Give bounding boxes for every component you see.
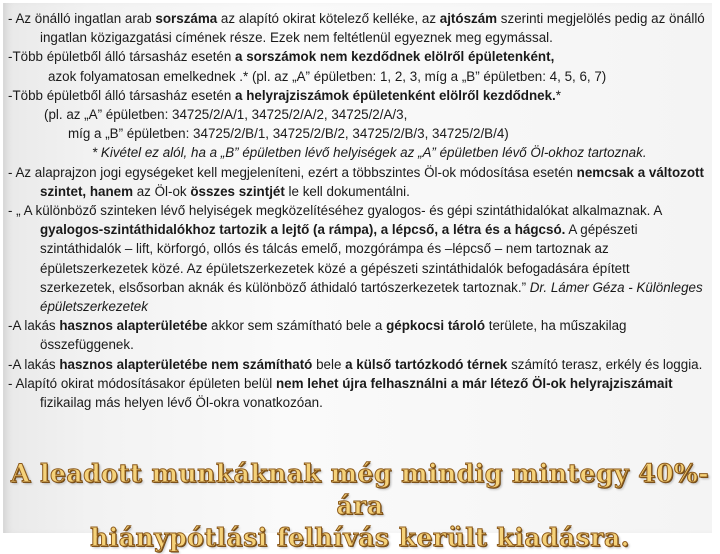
footnote-kivetel: * Kivétel ez alól, ha a „B” épületben lévő helyiségek az „A” épületben lévő Öl-okhoz tartoznak. (92, 145, 647, 161)
text-run: -A lakás (8, 356, 60, 372)
text-run: (pl. az „A” épületben: 34725/2/A/1, 34725/2/A/2, 34725/2/A/3, (44, 107, 408, 123)
bold-text: nem lehet újra felhasználni a már létező Öl-ok helyrajziszámait (275, 375, 673, 391)
paragraph-line (8, 67, 708, 86)
paragraph-kulso-tartozkodo-ter (8, 355, 708, 374)
text-run: -A lakás (8, 318, 60, 334)
headline-line-1: A leadott munkáknak még mindig mintegy 40%-ára (10, 459, 710, 520)
headline-line-2: hiánypótlási felhívás került kiadásra. (90, 523, 630, 552)
bold-text: hasznos alapterületébe nem számítható (59, 356, 313, 372)
paragraph-sorszam-tobb-epulet (8, 47, 708, 85)
bold-text: ajtószám (439, 11, 498, 26)
text-run: számító terasz, erkély és loggia. (507, 356, 703, 372)
text-run: - Az önálló ingatlan arab (8, 11, 156, 26)
paragraph-helyrajziszam-ujrafelhasznalas (8, 374, 708, 412)
text-run: fizikailag más helyen lévő Öl-okra vonatkozóan. (40, 395, 323, 411)
text-run: * (555, 87, 562, 103)
paragraph-line (8, 124, 708, 143)
bold-text: gépkocsi tároló (386, 318, 486, 334)
text-run: - „ A különböző szinteken lévő helyiségek megközelítéséhez gyalogos- és gépi szintáthidalókat alkalmaznak. A (8, 203, 662, 219)
paragraph-alaprajz-szintek (8, 163, 708, 201)
text-run: az alapító okirat kötelező kelléke, az (217, 11, 440, 26)
text-run: akkor sem számítható bele a (207, 318, 387, 334)
text-run: A gépészeti szintáthidalók – lift, körforgó, ollós és tálcás emelő, mozgórámpa és –lépcső – nem tartoznak az épületszerkezetek közé. Az épületszerkezetek közé a gépészeti szintáthidalók befogadására épített szerkezetek, elsősorban aknák és különböző áthidaló tartószerkezetek tartoznak.” (40, 222, 638, 295)
paragraph-sorszam-ajtoszam (8, 9, 708, 47)
bold-text: nemcsak a változott szintet, hanem (40, 164, 704, 199)
paragraph-szintathidalok (8, 201, 708, 316)
paragraph-line (8, 47, 708, 66)
paragraph-line (8, 105, 708, 124)
bold-text: a külső tartózkodó térnek (345, 356, 508, 372)
text-run: - Alapító okirat módosításakor épületen belül (8, 375, 276, 391)
text-run: - Az alaprajzon jogi egységeket kell megjeleníteni, ezért a többszintes Öl-ok módosítása esetén (8, 164, 577, 180)
bold-text: a helyrajziszámok épületenként elölről kezdődnek. (235, 87, 556, 103)
bold-text: sorszáma (155, 11, 218, 26)
text-run: az Öl-ok (133, 183, 191, 199)
text-run: azok folyamatosan emelkednek .* (pl. az „A” épületben: 1, 2, 3, míg a „B” épületben: 4, 5, 6, 7) (48, 68, 607, 84)
text-run: míg a „B” épületben: 34725/2/B/1, 34725/2/B/2, 34725/2/B/3, 34725/2/B/4) (68, 126, 509, 142)
bold-text: a sorszámok nem kezdődnek elölről épületenként, (235, 49, 555, 65)
text-run: -Több épületből álló társasház esetén (8, 49, 236, 65)
bold-text: összes szintjét (190, 183, 285, 199)
slide-body (8, 9, 708, 412)
paragraph-line (8, 86, 708, 105)
text-run: területe, ha műszakilag összefüggenek. (40, 318, 627, 353)
italic-citation: Dr. Lámer Géza - Különleges épületszerkezetek (40, 279, 703, 315)
text-run: -Több épületből álló társasház esetén (8, 87, 236, 103)
paragraph-gepkocsi-tarolo (8, 316, 708, 354)
bold-text: hasznos alapterületébe (59, 318, 208, 334)
text-run: bele (312, 356, 346, 372)
text-run: le kell dokumentálni. (284, 183, 410, 199)
bold-text: gyalogos-szintáthidalókhoz tartozik a lejtő (a rámpa), a lépcső, a létra és a hágcsó. (40, 222, 566, 238)
text-run: szerinti megjelölés pedig az önálló ingatlan közigazgatási címének része. Ezek nem feltétlenül egyeznek meg egymással. (40, 11, 705, 46)
paragraph-helyrajziszam-tobb-epulet (8, 86, 708, 144)
